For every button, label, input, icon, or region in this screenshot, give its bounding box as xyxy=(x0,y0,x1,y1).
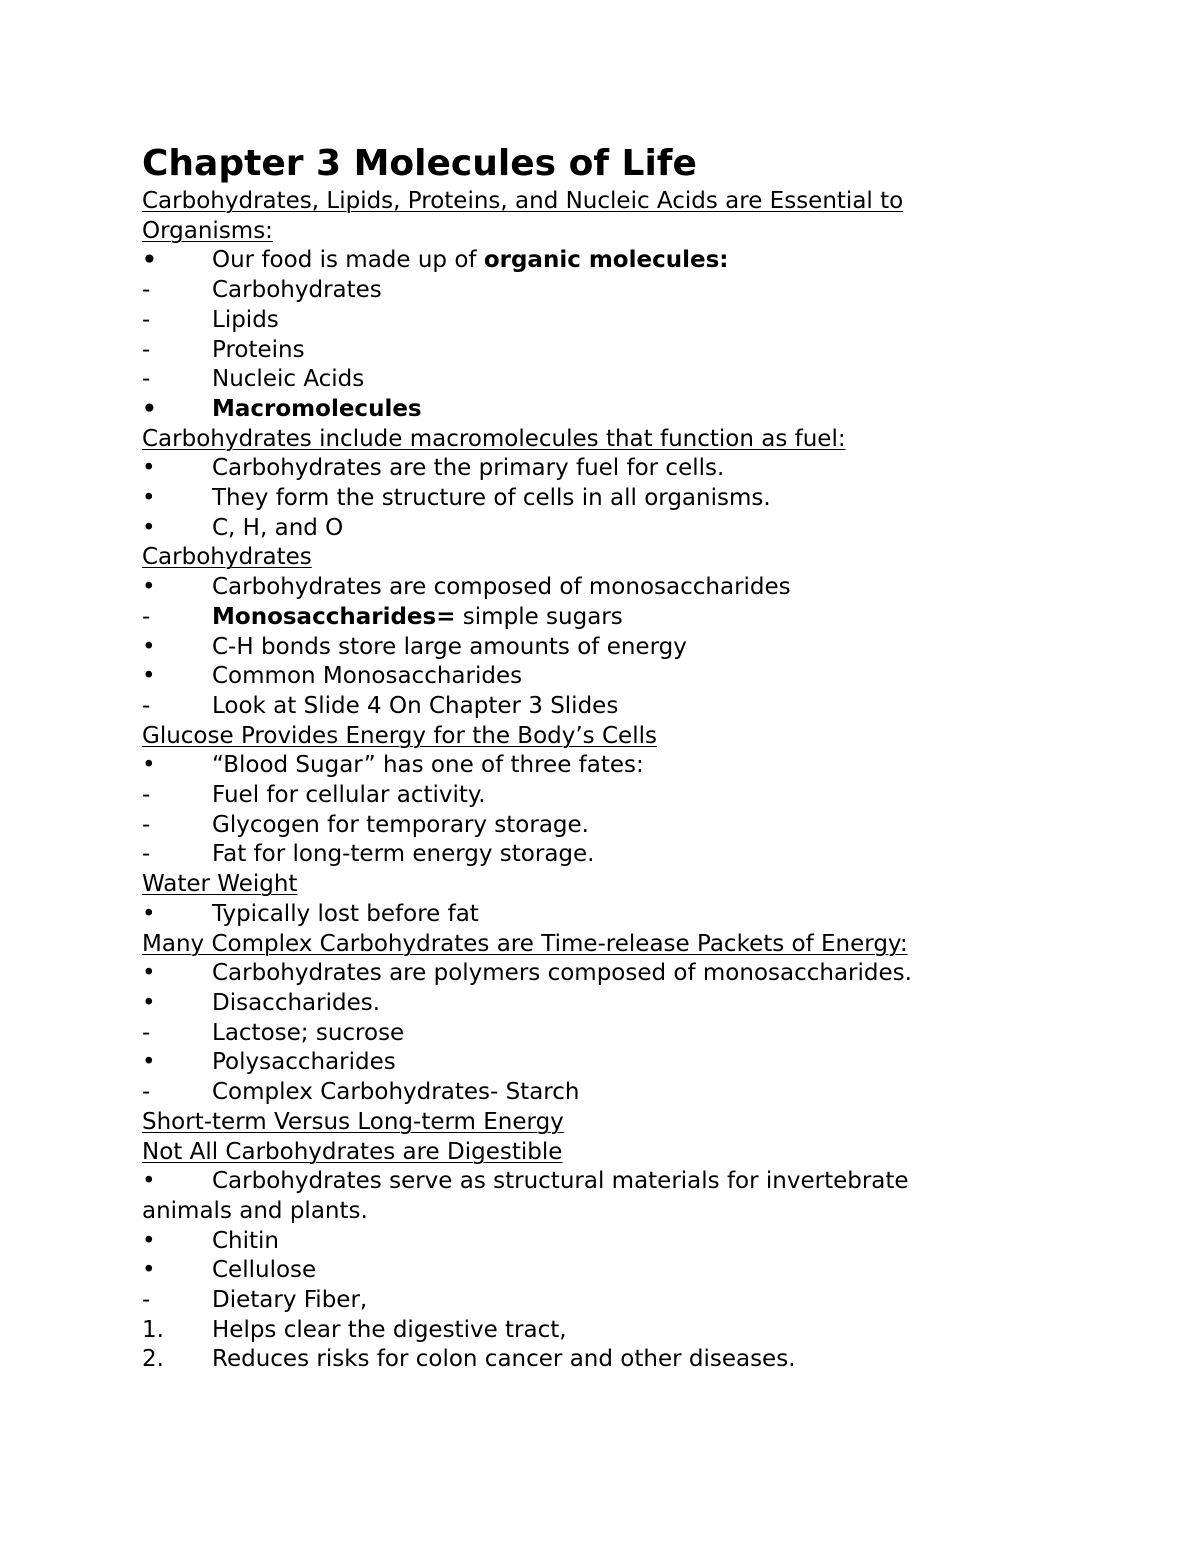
item-text: Cellulose xyxy=(212,1257,317,1284)
list-item xyxy=(142,1256,1042,1286)
section-heading: Many Complex Carbohydrates are Time-release Packets of Energy: xyxy=(142,930,908,957)
bullet-marker: • xyxy=(142,485,156,512)
item-text: C-H bonds store large amounts of energy xyxy=(212,633,687,660)
list-item xyxy=(142,395,1042,425)
item-text: Glycogen for temporary storage. xyxy=(212,811,589,838)
item-text: Look at Slide 4 On Chapter 3 Slides xyxy=(212,692,619,719)
dash-marker: - xyxy=(142,692,151,719)
bullet-marker: • xyxy=(142,247,157,274)
dash-marker: - xyxy=(142,277,151,304)
bullet-marker: • xyxy=(142,960,156,987)
item-text-plain: simple sugars xyxy=(455,603,623,630)
item-text: Reduces risks for colon cancer and other diseases. xyxy=(212,1346,796,1373)
section-heading: Glucose Provides Energy for the Body’s Cells xyxy=(142,722,657,749)
item-text: Carbohydrates are composed of monosaccharides xyxy=(212,574,791,601)
dash-marker: - xyxy=(142,841,151,868)
number-marker: 2. xyxy=(142,1346,164,1373)
list-item xyxy=(142,1019,1042,1049)
number-marker: 1. xyxy=(142,1316,164,1343)
item-text: Complex Carbohydrates- Starch xyxy=(212,1079,580,1106)
item-text: Carbohydrates xyxy=(212,277,382,304)
list-item xyxy=(142,276,1042,306)
dash-marker: - xyxy=(142,811,151,838)
item-text: Fuel for cellular activity. xyxy=(212,782,486,809)
bullet-marker: • xyxy=(142,574,156,601)
list-item xyxy=(142,1048,1042,1078)
item-text: Lipids xyxy=(212,306,279,333)
section-heading xyxy=(142,187,1042,246)
document-body xyxy=(142,141,1042,1375)
item-text: Helps clear the digestive tract, xyxy=(212,1316,567,1343)
item-text: C, H, and O xyxy=(212,514,344,541)
dash-marker: - xyxy=(142,366,151,393)
list-item xyxy=(142,454,1042,484)
bullet-marker: • xyxy=(142,1168,156,1195)
list-item xyxy=(142,1316,1042,1346)
bullet-marker: • xyxy=(142,663,156,690)
dash-marker: - xyxy=(142,336,151,363)
item-text: Chitin xyxy=(212,1227,280,1254)
item-text-bold: organic molecules: xyxy=(483,247,729,274)
list-item xyxy=(142,633,1042,663)
item-text xyxy=(212,246,1042,276)
item-text: Fat for long-term energy storage. xyxy=(212,841,595,868)
bullet-marker: • xyxy=(142,989,156,1016)
item-text: Polysaccharides xyxy=(212,1049,396,1076)
item-text: Dietary Fiber, xyxy=(212,1287,368,1314)
page-title: Chapter 3 Molecules of Life xyxy=(142,143,697,184)
bullet-marker: • xyxy=(142,900,156,927)
list-item xyxy=(142,900,1042,930)
list-item xyxy=(142,811,1042,841)
bullet-marker: • xyxy=(142,1227,156,1254)
section-heading: Carbohydrates include macromolecules that function as fuel: xyxy=(142,425,846,452)
item-text: Carbohydrates serve as structural materials for invertebrate xyxy=(212,1168,909,1195)
item-text: Typically lost before fat xyxy=(212,900,479,927)
list-item xyxy=(142,959,1042,989)
heading-line: Carbohydrates, Lipids, Proteins, and Nucleic Acids are Essential to xyxy=(142,188,904,214)
list-item xyxy=(142,365,1042,395)
bullet-marker: • xyxy=(142,633,156,660)
list-item xyxy=(142,484,1042,514)
item-text: Common Monosaccharides xyxy=(212,663,523,690)
dash-marker: - xyxy=(142,1079,151,1106)
list-item xyxy=(142,514,1042,544)
list-item xyxy=(142,603,1042,633)
list-item xyxy=(142,573,1042,603)
list-item xyxy=(142,1078,1042,1108)
section-heading: Not All Carbohydrates are Digestible xyxy=(142,1138,563,1165)
list-item xyxy=(142,751,1042,781)
bullet-marker: • xyxy=(142,752,156,779)
bullet-marker: • xyxy=(142,1257,156,1284)
list-item xyxy=(142,306,1042,336)
item-text: Lactose; sucrose xyxy=(212,1019,405,1046)
list-item xyxy=(142,336,1042,366)
bullet-marker: • xyxy=(142,395,157,422)
item-text: “Blood Sugar” has one of three fates: xyxy=(212,752,644,779)
section-heading: Carbohydrates xyxy=(142,544,312,571)
bullet-marker: • xyxy=(142,1049,156,1076)
list-item xyxy=(142,662,1042,692)
item-text xyxy=(212,603,1042,633)
bullet-marker: • xyxy=(142,455,156,482)
section-heading: Water Weight xyxy=(142,871,298,898)
list-item xyxy=(142,1167,1042,1226)
section-heading: Short-term Versus Long-term Energy xyxy=(142,1108,564,1135)
item-text-continued: animals and plants. xyxy=(142,1197,368,1224)
list-item xyxy=(142,692,1042,722)
dash-marker: - xyxy=(142,782,151,809)
item-text: Carbohydrates are polymers composed of monosaccharides. xyxy=(212,960,912,987)
list-item xyxy=(142,246,1042,276)
item-text: Nucleic Acids xyxy=(212,366,365,393)
item-text: Proteins xyxy=(212,336,305,363)
dash-marker: - xyxy=(142,1019,151,1046)
heading-line: Organisms: xyxy=(142,217,273,244)
item-text: Carbohydrates are the primary fuel for cells. xyxy=(212,455,725,482)
item-text: Macromolecules xyxy=(212,395,422,422)
list-item xyxy=(142,989,1042,1019)
item-text-bold: Monosaccharides= xyxy=(212,603,456,630)
dash-marker: - xyxy=(142,306,151,333)
dash-marker: - xyxy=(142,603,151,630)
list-item xyxy=(142,781,1042,811)
item-text: Disaccharides. xyxy=(212,989,381,1016)
list-item xyxy=(142,1345,1042,1375)
item-text-plain: Our food is made up of xyxy=(212,247,484,274)
list-item xyxy=(142,1227,1042,1257)
item-text: They form the structure of cells in all organisms. xyxy=(212,485,771,512)
list-item xyxy=(142,840,1042,870)
dash-marker: - xyxy=(142,1287,151,1314)
list-item xyxy=(142,1286,1042,1316)
bullet-marker: • xyxy=(142,514,156,541)
